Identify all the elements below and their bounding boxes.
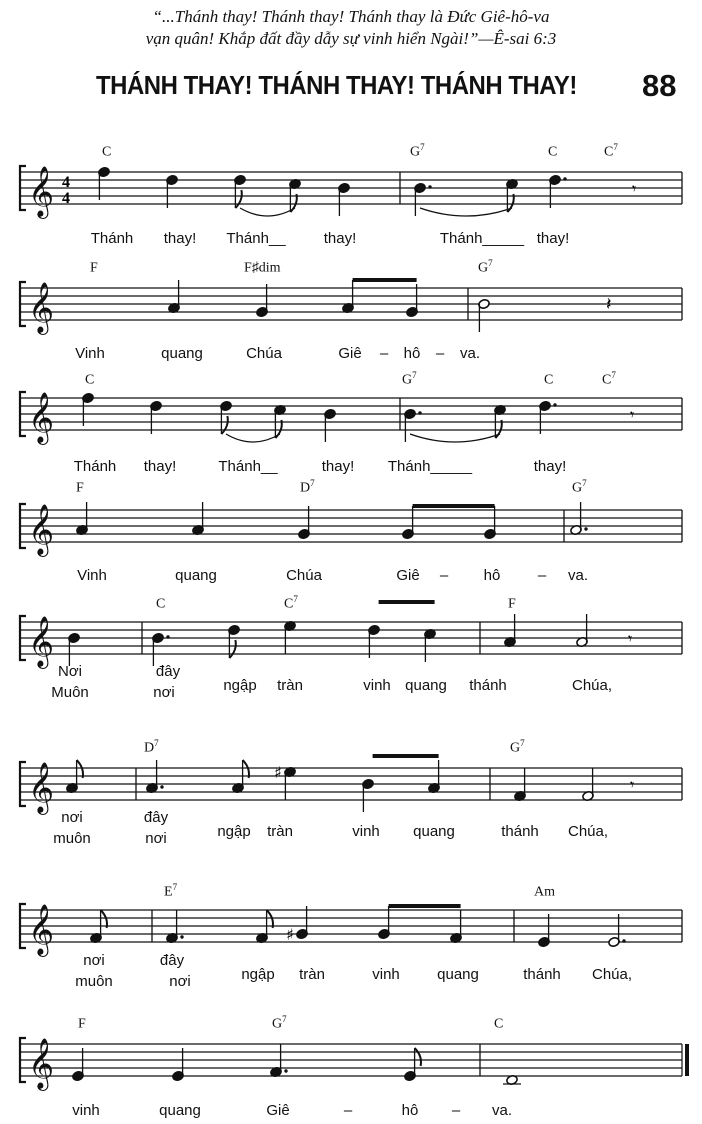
time-signature-top: 4	[62, 174, 70, 191]
staff-svg	[0, 470, 702, 580]
lyric-syllable: thay!	[143, 458, 177, 475]
lyric-syllable: đây	[155, 663, 181, 680]
lyric-syllable: thay!	[533, 458, 567, 475]
chord-extension: 7	[420, 142, 425, 152]
chord-name: G	[478, 260, 489, 276]
chord-symbol	[284, 594, 298, 613]
lyric-syllable: –	[439, 567, 449, 584]
chord-name: C	[102, 144, 112, 160]
lyric-syllable: nơi	[61, 809, 83, 826]
lyric-syllable: quang	[405, 677, 447, 694]
chord-extension: 7	[520, 738, 525, 748]
lyric-syllable: Thánh__	[218, 458, 278, 475]
lyric-syllable: đây	[143, 809, 169, 826]
chord-extension: 7	[611, 370, 616, 380]
chord-extension: 7	[412, 370, 417, 380]
staff-svg	[0, 250, 702, 360]
final-barline	[685, 1044, 689, 1076]
chord-extension: 7	[310, 478, 315, 488]
lyric-syllable: vinh	[372, 966, 400, 983]
chord-symbol	[478, 258, 493, 277]
lyric-syllable: Thánh	[73, 458, 117, 475]
lyric-syllable: nơi	[145, 830, 167, 847]
chord-name: G	[410, 144, 421, 160]
chord-name: F	[508, 596, 516, 612]
chord-symbol	[494, 1014, 503, 1033]
dot	[622, 939, 625, 942]
lyric-syllable: hô	[401, 1102, 419, 1119]
lyric-syllable: vinh	[352, 823, 380, 840]
chord-symbol	[102, 142, 111, 161]
lyric-syllable: nơi	[169, 973, 191, 990]
lyric-syllable: thánh	[501, 823, 539, 840]
lyric-syllable: thay!	[323, 230, 357, 247]
chord-symbol	[90, 258, 98, 277]
chord-name: D	[144, 740, 155, 756]
chord-name: C	[544, 372, 554, 388]
lyric-syllable: Chúa,	[571, 677, 613, 694]
chord-name: C	[85, 372, 95, 388]
lyric-syllable: quang	[413, 823, 455, 840]
lyric-syllable: Giê	[396, 567, 420, 584]
eighth-rest-icon: 𝄾	[630, 775, 635, 794]
chord-name: F	[90, 260, 98, 276]
slur	[240, 208, 295, 216]
chord-symbol	[510, 738, 525, 757]
lyric-syllable: ngập	[241, 966, 275, 983]
chord-name: F	[78, 1016, 86, 1032]
chord-name: F♯dim	[244, 260, 281, 276]
staff-system-6	[0, 730, 702, 847]
slur	[410, 434, 500, 442]
chord-name: G	[510, 740, 521, 756]
lyric-syllable: va.	[567, 567, 589, 584]
note-flag	[243, 760, 249, 778]
lyric-syllable: Nơi	[57, 663, 83, 680]
lyric-syllable: vinh	[363, 677, 391, 694]
lyric-syllable: quang	[161, 345, 203, 362]
chord-extension: 7	[282, 1014, 287, 1024]
treble-clef-icon: 𝄞	[28, 762, 55, 813]
dot	[166, 635, 169, 638]
scripture-quote	[0, 6, 702, 50]
chord-symbol	[156, 594, 165, 613]
chord-extension: 7	[488, 258, 493, 268]
song-number: 88	[642, 68, 677, 103]
lyric-syllable: muôn	[75, 973, 113, 990]
lyric-syllable: –	[435, 345, 445, 362]
staff-system-5	[0, 582, 702, 701]
note-flag	[221, 416, 227, 434]
chord-name: E	[164, 884, 173, 900]
lyric-syllable: tràn	[299, 966, 325, 983]
chord-symbol	[508, 594, 516, 613]
eighth-rest-icon: 𝄾	[628, 629, 633, 648]
staff-system-1	[0, 130, 702, 247]
chord-name: C	[156, 596, 166, 612]
lyric-syllable: tràn	[267, 823, 293, 840]
chord-extension: 7	[293, 594, 298, 604]
note-flag	[415, 1048, 421, 1066]
treble-clef-icon: 𝄞	[28, 282, 55, 333]
dot	[553, 403, 556, 406]
chord-extension: 7	[154, 738, 159, 748]
chord-symbol	[272, 1014, 287, 1033]
chord-symbol	[164, 882, 177, 901]
chord-name: G	[572, 480, 583, 496]
chord-name: Am	[534, 884, 555, 900]
lyric-syllable: Vinh	[77, 567, 107, 584]
treble-clef-icon: 𝄞	[28, 392, 55, 443]
lyric-syllable: Giê	[338, 345, 362, 362]
staff-system-3	[0, 358, 702, 475]
chord-symbol	[85, 370, 94, 389]
staff-system-2	[0, 250, 702, 360]
note-flag	[267, 910, 273, 928]
treble-clef-icon: 𝄞	[28, 166, 55, 217]
lyric-syllable: thánh	[469, 677, 507, 694]
chord-name: C	[284, 596, 294, 612]
dot	[563, 177, 566, 180]
chord-extension: 7	[613, 142, 618, 152]
chord-name: G	[272, 1016, 283, 1032]
chord-extension: 7	[582, 478, 587, 488]
lyric-syllable: muôn	[53, 830, 91, 847]
dot	[284, 1069, 287, 1072]
chord-symbol	[534, 882, 555, 901]
chord-name: G	[402, 372, 413, 388]
dot	[418, 411, 421, 414]
lyric-syllable: vinh	[72, 1102, 100, 1119]
lyric-syllable: ngập	[217, 823, 251, 840]
quarter-rest-icon: 𝄽	[606, 294, 612, 315]
treble-clef-icon: 𝄞	[28, 1038, 55, 1089]
chord-name: D	[300, 480, 311, 496]
chord-symbol	[410, 142, 425, 161]
dot	[584, 527, 587, 530]
note-flag	[101, 910, 107, 928]
eighth-rest-icon: 𝄾	[632, 179, 637, 198]
lyric-syllable: Chúa	[286, 567, 322, 584]
quote-line-2: vạn quân! Khắp đất đầy dẫy sự vinh hiển Ngài!”—Ê-sai 6:3	[145, 29, 557, 48]
staff-system-8	[0, 1010, 702, 1120]
chord-symbol	[548, 142, 557, 161]
lyric-syllable: thay!	[321, 458, 355, 475]
chord-name: C	[604, 144, 614, 160]
chord-symbol	[402, 370, 417, 389]
staff-system-4	[0, 470, 702, 584]
chord-symbol	[300, 478, 315, 497]
lyric-syllable: hô	[403, 345, 421, 362]
quote-line-1: “...Thánh thay! Thánh thay! Thánh thay là Đức Giê-hô-va	[152, 7, 550, 26]
lyric-syllable: va.	[459, 345, 481, 362]
chord-symbol	[76, 478, 84, 497]
lyric-syllable: nơi	[153, 684, 175, 701]
chord-name: C	[494, 1016, 504, 1032]
lyric-syllable: Thánh	[90, 230, 134, 247]
lyric-syllable: nơi	[83, 952, 105, 969]
chord-name: C	[548, 144, 558, 160]
lyric-syllable: Vinh	[75, 345, 105, 362]
lyric-syllable: đây	[159, 952, 185, 969]
staff-system-7	[0, 872, 702, 990]
lyric-syllable: ngập	[223, 677, 257, 694]
chord-name: F	[76, 480, 84, 496]
lyric-syllable: tràn	[277, 677, 303, 694]
dot	[160, 785, 163, 788]
note-flag	[77, 760, 83, 778]
chord-symbol	[604, 142, 618, 161]
treble-clef-icon: 𝄞	[28, 504, 55, 555]
lyric-syllable: quang	[437, 966, 479, 983]
lyric-syllable: Thánh_____	[387, 458, 473, 475]
dot	[428, 185, 431, 188]
lyric-syllable: Giê	[266, 1102, 290, 1119]
song-title: THÁNH THAY! THÁNH THAY! THÁNH THAY!	[96, 70, 577, 100]
chord-symbol	[244, 258, 281, 277]
staff-svg	[0, 358, 702, 468]
chord-symbol	[544, 370, 553, 389]
lyric-syllable: Chúa	[246, 345, 282, 362]
slur	[420, 208, 512, 216]
dot	[180, 935, 183, 938]
treble-clef-icon: 𝄞	[28, 616, 55, 667]
lyric-syllable: hô	[483, 567, 501, 584]
chord-extension: 7	[172, 882, 178, 892]
lyric-syllable: thay!	[536, 230, 570, 247]
lyric-syllable: –	[451, 1102, 461, 1119]
sharp-icon: ♯	[274, 763, 282, 782]
chord-symbol	[602, 370, 616, 389]
treble-clef-icon: 𝄞	[28, 904, 55, 955]
lyric-syllable: quang	[159, 1102, 201, 1119]
chord-name: C	[602, 372, 612, 388]
lyric-syllable: va.	[491, 1102, 513, 1119]
chord-symbol	[144, 738, 159, 757]
lyric-syllable: –	[379, 345, 389, 362]
lyric-syllable: –	[343, 1102, 353, 1119]
lyric-syllable: Chúa,	[567, 823, 609, 840]
note-flag	[235, 190, 241, 208]
lyric-syllable: quang	[175, 567, 217, 584]
time-signature-bottom: 4	[62, 190, 70, 207]
lyric-syllable: Thánh__	[226, 230, 286, 247]
lyric-syllable: Thánh_____	[439, 230, 525, 247]
lyric-syllable: Muôn	[51, 684, 89, 701]
lyric-syllable: thay!	[163, 230, 197, 247]
note-flag	[229, 640, 235, 658]
sharp-icon: ♯	[286, 925, 294, 944]
lyric-syllable: thánh	[523, 966, 561, 983]
slur	[226, 434, 280, 442]
chord-symbol	[572, 478, 587, 497]
staff-svg	[0, 582, 702, 692]
chord-symbol	[78, 1014, 86, 1033]
lyric-syllable: Chúa,	[591, 966, 633, 983]
lyric-syllable: –	[537, 567, 547, 584]
eighth-rest-icon: 𝄾	[630, 405, 635, 424]
